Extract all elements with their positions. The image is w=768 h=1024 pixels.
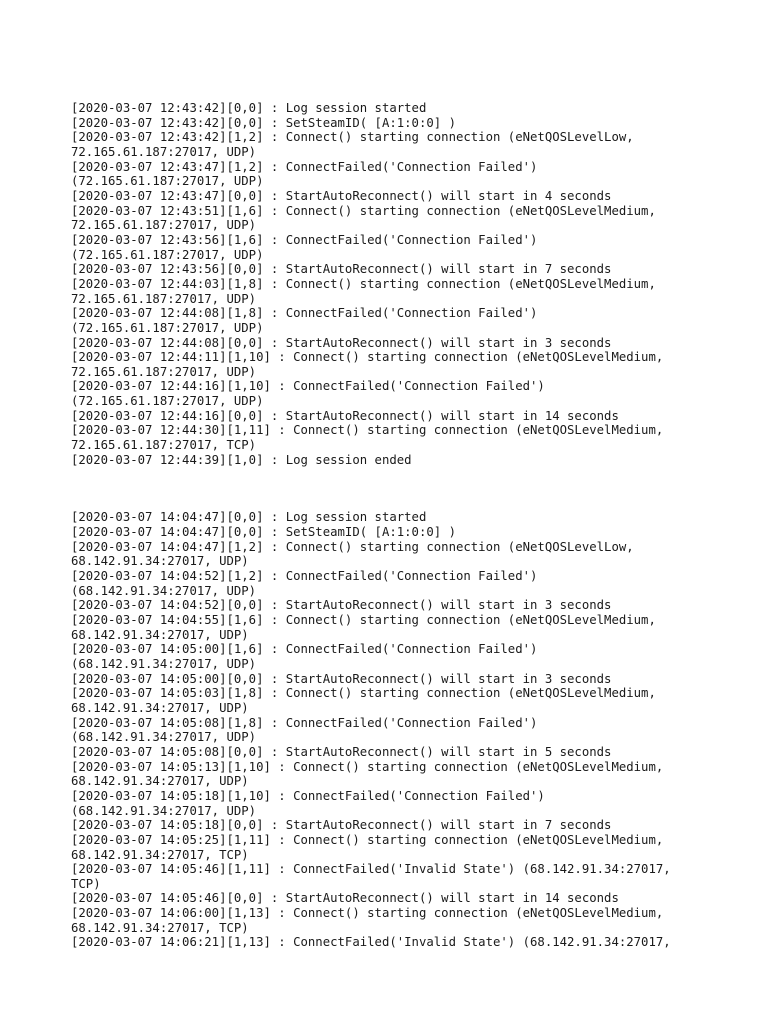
- log-line: 68.142.91.34:27017, UDP): [71, 774, 249, 789]
- log-line: 68.142.91.34:27017, TCP): [71, 920, 249, 935]
- log-line: 72.165.61.187:27017, UDP): [71, 364, 257, 379]
- log-line: [2020-03-07 12:43:56][1,6] : ConnectFailed('Connection Failed'): [71, 232, 538, 247]
- log-line: (68.142.91.34:27017, UDP): [71, 656, 257, 671]
- log-line: 72.165.61.187:27017, TCP): [71, 438, 257, 453]
- log-line: [2020-03-07 14:04:47][0,0] : Log session started: [71, 510, 427, 525]
- log-line: [2020-03-07 12:44:30][1,11] : Connect() starting connection (eNetQOSLevelMedium,: [71, 423, 664, 438]
- log-document: [71, 101, 751, 950]
- log-line: [2020-03-07 12:43:42][0,0] : Log session started: [71, 101, 427, 115]
- log-line: [2020-03-07 14:06:21][1,13] : ConnectFailed('Invalid State') (68.142.91.34:27017,: [71, 935, 671, 950]
- log-line: [2020-03-07 14:04:55][1,6] : Connect() starting connection (eNetQOSLevelMedium,: [71, 613, 656, 627]
- log-line: [2020-03-07 14:06:00][1,13] : Connect() starting connection (eNetQOSLevelMedium,: [71, 906, 664, 921]
- log-line: 72.165.61.187:27017, UDP): [71, 291, 257, 306]
- log-line: 68.142.91.34:27017, TCP): [71, 847, 249, 862]
- log-line: [2020-03-07 14:05:18][0,0] : StartAutoReconnect() will start in 7 seconds: [71, 818, 612, 833]
- log-session-2: [71, 510, 751, 950]
- log-line: [2020-03-07 12:44:11][1,10] : Connect() starting connection (eNetQOSLevelMedium,: [71, 350, 664, 365]
- log-line: [2020-03-07 14:05:08][0,0] : StartAutoReconnect() will start in 5 seconds: [71, 744, 612, 759]
- log-line: [2020-03-07 12:44:03][1,8] : Connect() starting connection (eNetQOSLevelMedium,: [71, 276, 656, 291]
- log-line: [2020-03-07 14:05:03][1,8] : Connect() starting connection (eNetQOSLevelMedium,: [71, 686, 656, 701]
- log-line: (68.142.91.34:27017, UDP): [71, 803, 257, 818]
- log-line: [2020-03-07 12:44:16][0,0] : StartAutoReconnect() will start in 14 seconds: [71, 408, 619, 423]
- log-line: [2020-03-07 14:05:46][1,11] : ConnectFailed('Invalid State') (68.142.91.34:27017,: [71, 862, 671, 877]
- log-line: [2020-03-07 14:04:47][1,2] : Connect() starting connection (eNetQOSLevelLow,: [71, 539, 634, 554]
- log-line: [2020-03-07 14:05:25][1,11] : Connect() starting connection (eNetQOSLevelMedium,: [71, 832, 664, 847]
- log-line: TCP): [71, 876, 101, 891]
- log-line: [2020-03-07 14:04:52][1,2] : ConnectFailed('Connection Failed'): [71, 569, 538, 584]
- log-line: 68.142.91.34:27017, UDP): [71, 700, 249, 715]
- log-line: (68.142.91.34:27017, UDP): [71, 583, 257, 598]
- log-line: [2020-03-07 14:04:47][0,0] : SetSteamID( [A:1:0:0] ): [71, 525, 456, 540]
- log-line: 68.142.91.34:27017, UDP): [71, 554, 249, 569]
- log-line: (72.165.61.187:27017, UDP): [71, 174, 264, 189]
- log-line: [2020-03-07 14:05:46][0,0] : StartAutoReconnect() will start in 14 seconds: [71, 891, 619, 906]
- log-line: (72.165.61.187:27017, UDP): [71, 247, 264, 262]
- log-line: [2020-03-07 12:43:56][0,0] : StartAutoReconnect() will start in 7 seconds: [71, 262, 612, 277]
- log-line: [2020-03-07 12:44:39][1,0] : Log session ended: [71, 452, 412, 467]
- log-line: [2020-03-07 14:05:13][1,10] : Connect() starting connection (eNetQOSLevelMedium,: [71, 759, 664, 774]
- log-line: [2020-03-07 14:05:00][0,0] : StartAutoReconnect() will start in 3 seconds: [71, 671, 612, 686]
- log-line: 72.165.61.187:27017, UDP): [71, 144, 257, 159]
- log-line: [2020-03-07 12:43:47][0,0] : StartAutoReconnect() will start in 4 seconds: [71, 188, 612, 203]
- log-line: [2020-03-07 12:44:16][1,10] : ConnectFailed('Connection Failed'): [71, 379, 545, 394]
- log-line: 68.142.91.34:27017, UDP): [71, 627, 249, 642]
- log-line: [2020-03-07 14:05:08][1,8] : ConnectFailed('Connection Failed'): [71, 715, 538, 730]
- log-line: [2020-03-07 12:44:08][1,8] : ConnectFailed('Connection Failed'): [71, 306, 538, 321]
- log-line: (72.165.61.187:27017, UDP): [71, 394, 264, 409]
- log-line: 72.165.61.187:27017, UDP): [71, 218, 257, 233]
- log-line: [2020-03-07 12:43:47][1,2] : ConnectFailed('Connection Failed'): [71, 159, 538, 174]
- log-line: [2020-03-07 14:04:52][0,0] : StartAutoReconnect() will start in 3 seconds: [71, 598, 612, 613]
- log-line: (68.142.91.34:27017, UDP): [71, 730, 257, 745]
- log-line: [2020-03-07 12:43:51][1,6] : Connect() starting connection (eNetQOSLevelMedium,: [71, 203, 656, 218]
- log-line: [2020-03-07 12:43:42][0,0] : SetSteamID( [A:1:0:0] ): [71, 115, 456, 130]
- log-line: [2020-03-07 12:44:08][0,0] : StartAutoReconnect() will start in 3 seconds: [71, 335, 612, 350]
- log-line: [2020-03-07 12:43:42][1,2] : Connect() starting connection (eNetQOSLevelLow,: [71, 130, 634, 145]
- log-session-1: [71, 101, 751, 467]
- log-line: (72.165.61.187:27017, UDP): [71, 320, 264, 335]
- log-line: [2020-03-07 14:05:00][1,6] : ConnectFailed('Connection Failed'): [71, 642, 538, 657]
- log-line: [2020-03-07 14:05:18][1,10] : ConnectFailed('Connection Failed'): [71, 788, 545, 803]
